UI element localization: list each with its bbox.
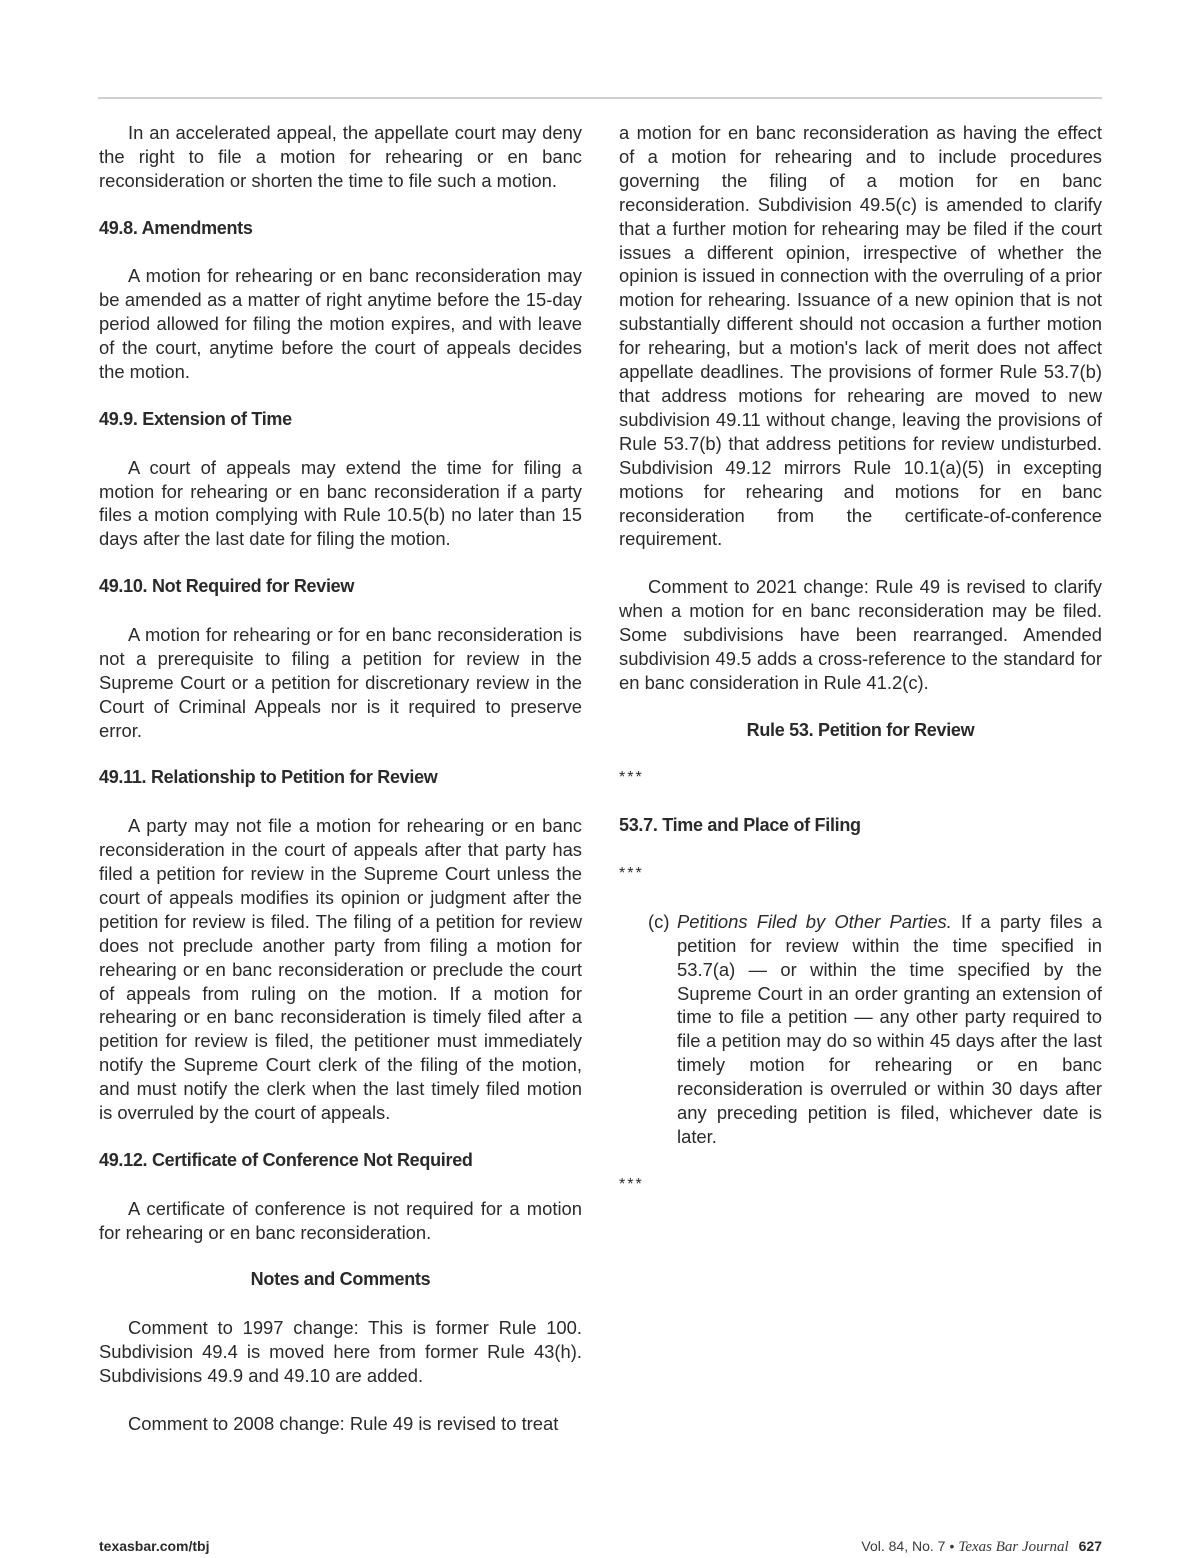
subdivision-label: (c) <box>648 910 670 932</box>
heading-49-11-relationship: 49.11. Relationship to Petition for Review <box>99 767 438 788</box>
heading-49-8-amendments: 49.8. Amendments <box>99 217 253 238</box>
heading-49-12-certificate: 49.12. Certificate of Conference Not Required <box>99 1149 473 1170</box>
paragraph-comment-2021: Comment to 2021 change: Rule 49 is revised to clarify when a motion for en banc reconsideration may be filed. Some subdivisions have been rearranged. Amended subdivision 49.5 adds a cross-reference to the standard for en banc consideration in Rule 41.2(c). <box>619 576 1102 693</box>
page-number: 627 <box>1078 1538 1102 1554</box>
page-footer <box>99 1535 1102 1557</box>
heading-53-7-time-and-place: 53.7. Time and Place of Filing <box>619 815 861 836</box>
footer-website: texasbar.com/tbj <box>99 1538 210 1554</box>
right-column <box>619 121 1102 1221</box>
left-column <box>99 121 582 1460</box>
paragraph-not-required: A motion for rehearing or for en banc reconsideration is not a prerequisite to filing a petition for review in the Supreme Court or a petition for discretionary review in the Court of Criminal Appeals nor is it required to preserve error. <box>99 623 582 741</box>
heading-49-9-extension: 49.9. Extension of Time <box>99 408 292 429</box>
omission-marker: *** <box>619 1175 644 1193</box>
paragraph-amendments: A motion for rehearing or en banc reconsideration may be amended as a matter of right anytime before the 15-day period allowed for filing the motion expires, and with leave of the court, anytime before the court of appeals decides the motion. <box>99 265 582 383</box>
paragraph-relationship: A party may not file a motion for rehearing or en banc reconsideration in the court of appeals after that party has filed a petition for review in the Supreme Court unless the court of appeals modifies its opinion or judgment after the petition for review is filed. The filing of a petition for review does not preclude another party from filing a motion for rehearing or en banc reconsideration or preclude the court of appeals from ruling on the motion. If a motion for rehearing or en banc reconsideration is timely filed after a petition for review is filed, the petitioner must immediately notify the Supreme Court clerk of the filing of the motion, and must notify the clerk when the last timely filed motion is overruled by the court of appeals. <box>99 815 582 1124</box>
paragraph-comment-2008-continued: a motion for en banc reconsideration as having the effect of a motion for rehearing and to include procedures governing the filing of a motion for en banc reconsideration. Subdivision 49.5(c) is amended to clarify that a further motion for rehearing may be filed if the court issues a different opinion, irrespective of whether the opinion is issued in connection with the overruling of a prior motion for rehearing. Issuance of a new opinion that is not substantially different should not occasion a further motion for rehearing, but a motion's lack of merit does not affect appellate deadlines. The provisions of former Rule 53.7(b) that address motions for rehearing are moved to new subdivision 49.11 without change, leaving the provisions of Rule 53.7(b) that address petitions for review undisturbed. Subdivision 49.12 mirrors Rule 10.1(a)(5) in excepting motions for rehearing and motions for en banc reconsideration from the certificate-of-conference requirement. <box>619 122 1102 550</box>
heading-notes-and-comments: Notes and Comments <box>250 1269 431 1290</box>
omission-marker: *** <box>619 769 644 787</box>
footer-journal-title: Texas Bar Journal <box>958 1539 1069 1555</box>
subdivision-title: Petitions Filed by Other Parties. <box>677 910 952 932</box>
subdivision-text <box>677 910 1102 1149</box>
heading-49-10-not-required: 49.10. Not Required for Review <box>99 576 355 597</box>
paragraph-comment-2008-start: Comment to 2008 change: Rule 49 is revised to treat <box>128 1412 559 1434</box>
footer-bullet: • <box>949 1538 955 1554</box>
footer-citation <box>861 1535 1102 1558</box>
top-divider <box>98 97 1102 99</box>
paragraph-extension: A court of appeals may extend the time for filing a motion for rehearing or en banc reconsideration if a party files a motion complying with Rule 10.5(b) no later than 15 days after the last date for filing the motion. <box>99 456 582 550</box>
paragraph-certificate: A certificate of conference is not required for a motion for rehearing or en banc reconsideration. <box>99 1197 582 1243</box>
subdivision-c <box>648 910 1102 1149</box>
paragraph-accelerated-appeal: In an accelerated appeal, the appellate court may deny the right to file a motion for rehearing or en banc reconsideration or shorten the time to file such a motion. <box>99 122 582 191</box>
omission-marker: *** <box>619 865 644 883</box>
heading-rule-53: Rule 53. Petition for Review <box>746 719 975 740</box>
subdivision-body: If a party files a petition for review within the time specified in 53.7(a) — or within the time specified by the Supreme Court in an order granting an extension of time to file a petition — any other party required to file a petition may do so within 45 days after the last timely motion for rehearing or en banc reconsideration is overruled or within 30 days after any preceding petition is filed, whichever date is later. <box>677 910 1102 1147</box>
footer-volume: Vol. 84, No. 7 <box>861 1538 946 1554</box>
paragraph-comment-1997: Comment to 1997 change: This is former Rule 100. Subdivision 49.4 is moved here from former Rule 43(h). Subdivisions 49.9 and 49.10 are added. <box>99 1317 582 1386</box>
